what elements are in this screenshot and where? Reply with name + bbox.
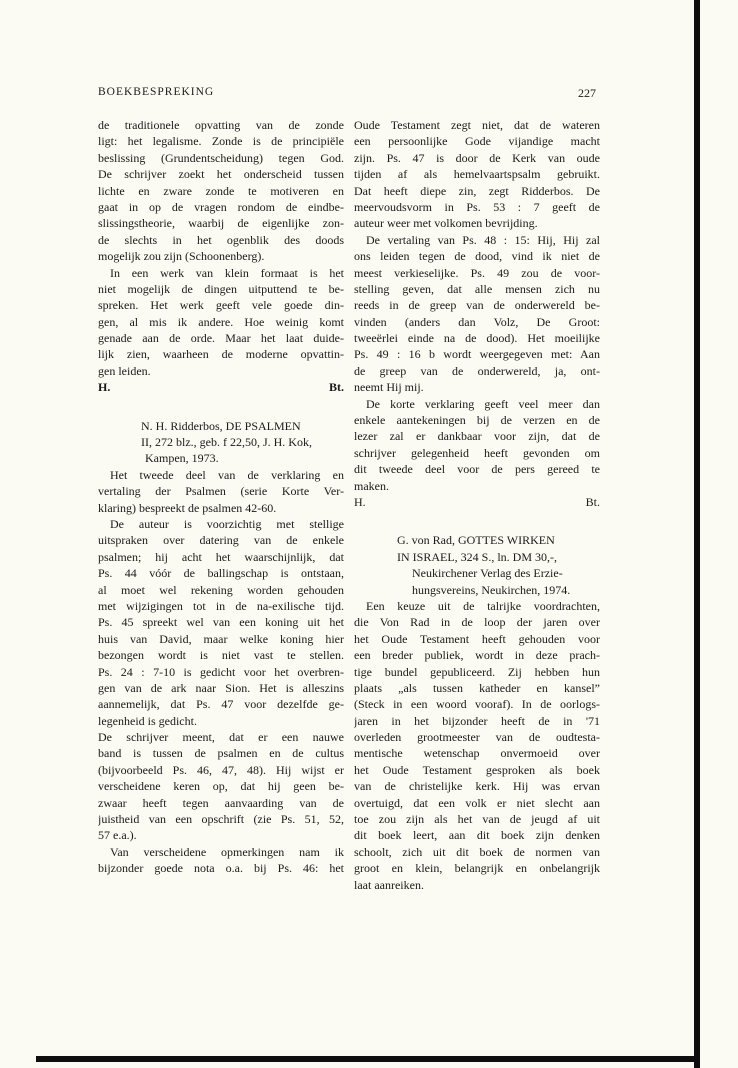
text-line: mogelijk zou zijn (Schoonenberg).: [98, 249, 265, 264]
text-line: vinden (anders dan Volz, De Groot:: [354, 314, 600, 329]
text-line: schoolt, zich uit dit boek de normen van: [354, 844, 600, 859]
text-line: mentische wetenschap onvermoeid over: [354, 746, 600, 761]
text-line: het Oude Testament heeft gehouden voor: [354, 631, 600, 646]
text-line: Van verscheidene opmerkingen nam ik: [110, 844, 344, 859]
text-line: huis van David, maar welke koning hier: [98, 631, 344, 646]
text-line: van de christelijke kerk. Hij was ervan: [354, 779, 600, 794]
text-line: genade aan de orde. Maar het laat duide-: [98, 331, 344, 346]
text-line: In een werk van klein formaat is het: [110, 265, 344, 280]
text-line: verscheidene keren op, dat hij geen be-: [98, 779, 344, 794]
text-line: juistheid van een opschrift (zie Ps. 51, 52,: [98, 812, 344, 827]
text-line: legenheid is gedicht.: [98, 713, 197, 728]
text-line: dit boek leert, aan dit boek zijn denken: [354, 828, 600, 843]
text-line: Ps. 24 : 7-10 is gedicht voor het overbren-: [98, 664, 344, 679]
text-line: Ps. 44 vóór de ballingschap is ontstaan,: [98, 566, 344, 581]
book-citation: II, 272 blz., geb. f 22,50, J. H. Kok,: [141, 435, 312, 450]
text-line: Oude Testament zegt niet, dat de wateren: [354, 118, 600, 132]
text-line: schrijver gelegenheid heeft gevonden om: [354, 445, 600, 460]
text-line: toe zou zijn als het van de jeugd af uit: [354, 812, 600, 827]
text-line: klaring) bespreekt de psalmen 42-60.: [98, 500, 277, 515]
text-line: meest verkieselijke. Ps. 49 zou de voor-: [354, 265, 600, 280]
text-line: ligt: het legalisme. Zonde is de principiële: [98, 134, 344, 149]
text-line: de slechts in het ogenblik des doods: [98, 232, 344, 247]
text-line: de traditionele opvatting van de zonde: [98, 118, 344, 132]
text-line: aannemelijk, dat Ps. 47 voor dezelfde ge-: [98, 697, 344, 712]
text-line: slissingstheorie, waarbij de eigenlijke zon-: [98, 216, 344, 231]
text-line: gen leiden.: [98, 363, 151, 378]
text-line: tweeërlei einde na de dood). Het moeilijke: [354, 331, 600, 346]
text-line: groot en klein, belangrijk en onbelangrijk: [354, 861, 600, 876]
text-line: stelling geven, dat alle mensen zich nu: [354, 281, 600, 296]
text-line: een breder publiek, wordt in deze prach-: [354, 648, 600, 663]
text-line: vertaling der Psalmen (serie Korte Ver-: [98, 484, 344, 499]
text-line: niet mogelijk de dingen uitputtend te be-: [98, 281, 344, 296]
text-line: het Oude Testament gesproken als boek: [354, 762, 600, 777]
text-line: gaat in op de vragen rondom de eindbe-: [98, 199, 344, 214]
running-header: [98, 86, 596, 98]
text-line: gen, al mis ik andere. Hoe weinig komt: [98, 314, 344, 329]
text-line: De vertaling van Ps. 48 : 15: Hij, Hij zal: [366, 232, 600, 247]
text-line: 57 e.a.).: [98, 828, 137, 843]
signature-initial: H.: [354, 494, 366, 509]
text-line: bezongen wordt is niet vast te stellen.: [98, 648, 344, 663]
signature-name: Bt.: [585, 494, 600, 509]
text-line: plaats „als tussen katheder en kansel”: [354, 680, 600, 695]
book-citation: N. H. Ridderbos, DE PSALMEN: [141, 418, 301, 433]
text-line: bijzonder goede nota o.a. bij Ps. 46: het: [98, 861, 344, 876]
text-line: zwaar heeft tegen aanvaarding van de: [98, 795, 344, 810]
book-citation: G. von Rad, GOTTES WIRKEN: [397, 533, 555, 548]
text-line: al moet wel rekening worden gehouden: [98, 582, 344, 597]
section-title: BOEKBESPREKING: [98, 86, 215, 98]
review-signature: [354, 494, 600, 510]
book-citation: IN ISRAEL, 324 S., ln. DM 30,-,: [397, 549, 558, 564]
text-line: jaren in het bijzonder heeft de in '71: [354, 713, 600, 728]
scan-border-right: [694, 0, 700, 1068]
text-line: Dat heeft diepe zin, zegt Ridderbos. De: [354, 183, 600, 198]
book-citation: Kampen, 1973.: [145, 451, 219, 466]
text-line: De schrijver meent, dat er een nauwe: [98, 730, 344, 745]
text-line: lijk zien, waarheen de moderne opvattin-: [98, 347, 344, 362]
text-line: Ps. 45 spreekt wel van een koning uit het: [98, 615, 344, 630]
book-citation: Neukirchener Verlag des Erzie-: [412, 566, 563, 581]
text-line: beslissing (Grundentscheidung) tegen God.: [98, 150, 344, 165]
text-line: spreken. Het werk geeft vele goede din-: [98, 298, 344, 313]
text-line: auteur weer met volkomen bevrijding.: [354, 216, 538, 231]
review-signature: [98, 379, 344, 395]
text-line: gen van de ark naar Sion. Het is alleszins: [98, 680, 344, 695]
text-line: (Steck in een woord vooraf). In de oorlogs-: [354, 697, 600, 712]
text-line: overleden grootmeester van de oudtesta-: [354, 730, 600, 745]
text-line: De auteur is voorzichtig met stellige: [110, 516, 344, 531]
text-line: De schrijver zoekt het onderscheid tussen: [98, 167, 344, 182]
text-line: tijden af als hemelvaartspsalm gebruikt.: [354, 167, 600, 182]
text-line: dit tweede deel voor de pers gereed te: [354, 462, 600, 477]
text-line: overtuigd, dat een volk er niet slecht aan: [354, 795, 600, 810]
text-line: Ps. 49 : 16 b wordt weergegeven met: Aan: [354, 347, 600, 362]
right-column: [354, 117, 600, 893]
text-line: uitspraken over datering van de enkele: [98, 533, 344, 548]
text-line: psalmen; hij acht het waarschijnlijk, dat: [98, 549, 344, 564]
left-column: [98, 117, 344, 877]
book-citation: hungsvereins, Neukirchen, 1974.: [412, 582, 571, 597]
text-line: enkele aantekeningen bij de verzen en de: [354, 413, 600, 428]
text-line: de greep van de onderwereld, ja, ont-: [354, 363, 600, 378]
text-line: reeds in de greep van de onderwereld be-: [354, 298, 600, 313]
signature-initial: H.: [98, 380, 111, 395]
text-line: laat aanreiken.: [354, 877, 424, 892]
scan-border-bottom: [36, 1056, 700, 1062]
text-line: lichte en zware zonde te motiveren en: [98, 183, 344, 198]
text-line: meervoudsvorm in Ps. 53 : 7 geeft de: [354, 199, 600, 214]
text-line: De korte verklaring geeft veel meer dan: [366, 396, 600, 411]
text-line: die Von Rad in de loop der jaren over: [354, 615, 600, 630]
signature-name: Bt.: [329, 380, 344, 395]
text-line: Het tweede deel van de verklaring en: [110, 467, 344, 482]
text-line: ons leiden tegen de dood, vind ik niet de: [354, 249, 600, 264]
text-line: neemt Hij mij.: [354, 380, 424, 395]
text-line: zijn. Ps. 47 is door de Kerk van oude: [354, 150, 600, 165]
text-line: maken.: [354, 478, 389, 493]
text-line: band is tussen de psalmen en de cultus: [98, 746, 344, 761]
page-number: 227: [578, 86, 596, 100]
text-line: tige bundel gepubliceerd. Zij hebben hun: [354, 664, 600, 679]
text-line: een persoonlijke Gode vijandige macht: [354, 134, 600, 149]
text-line: lezer zal er dankbaar voor zijn, dat de: [354, 429, 600, 444]
text-line: met wijzigingen tot in de na-exilische tijd.: [98, 598, 344, 613]
text-line: Een keuze uit de talrijke voordrachten,: [366, 598, 600, 613]
text-line: (bijvoorbeeld Ps. 46, 47, 48). Hij wijst er: [98, 762, 344, 777]
